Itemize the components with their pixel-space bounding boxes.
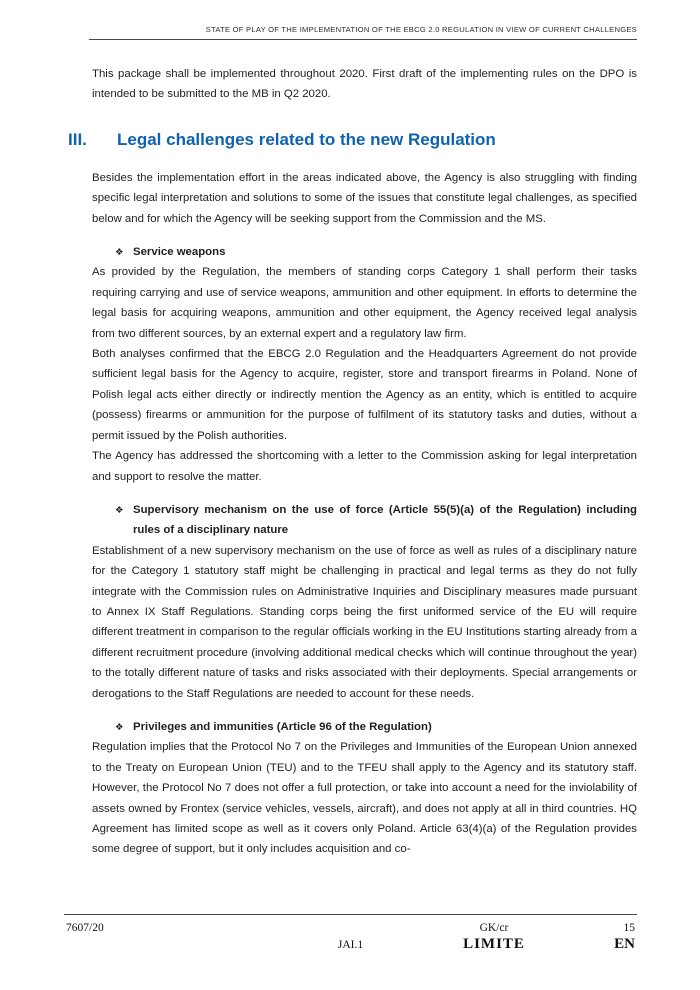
- page-footer: [64, 914, 637, 976]
- diamond-bullet-icon: ❖: [115, 504, 124, 516]
- drafter-initials: GK/cr: [479, 922, 509, 934]
- document-body: [64, 40, 637, 912]
- bullet-title: [64, 500, 637, 541]
- bullet-section-service-weapons: [64, 242, 637, 487]
- unit-reference: JAI.1: [337, 939, 364, 951]
- bullet-section-supervisory-mechanism: [64, 500, 637, 704]
- running-header-title: STATE OF PLAY OF THE IMPLEMENTATION OF THE EBCG 2.0 REGULATION IN VIEW OF CURRENT CHALLENGES: [205, 25, 637, 34]
- diamond-bullet-icon: ❖: [115, 721, 124, 733]
- section-title: Legal challenges related to the new Regulation: [117, 129, 496, 149]
- bullet-title: [64, 717, 637, 737]
- paragraph: As provided by the Regulation, the members of standing corps Category 1 shall perform their tasks requiring carrying and use of service weapons, ammunition and other equipment. In efforts to determine the legal basis for acquiring weapons, ammunition and other equipment, the Agency received legal analysis from two different sources, by an external expert and a regulatory law firm.: [92, 266, 637, 340]
- diamond-bullet-icon: ❖: [115, 247, 124, 259]
- footer-center-block: [434, 922, 554, 953]
- section-lead-paragraph: Besides the implementation effort in the areas indicated above, the Agency is also struggling with finding specific legal interpretation and solutions to some of the issues that constitute legal challenges, as specified below and for which the Agency will be seeking support from the Commission and the MS.: [92, 171, 637, 225]
- bullet-title-text: Service weapons: [133, 246, 226, 259]
- bullet-title: [64, 242, 637, 262]
- page-number: 15: [623, 922, 635, 934]
- section-heading: [68, 128, 637, 152]
- classification-marking: LIMITE: [463, 936, 525, 952]
- footer-right-block: [614, 922, 635, 953]
- document-number: 7607/20: [66, 922, 104, 934]
- paragraph: Both analyses confirmed that the EBCG 2.0 Regulation and the Headquarters Agreement do not provide sufficient legal basis for the Agency to acquire, register, store and transport firearms in Poland. None of Polish legal acts either directly or indirectly mention the Agency as an entity, which is entitled to acquire (possess) firearms or ammunition for the purpose of fulfilment of its statutory tasks and duties, without a permit issued by the Polish authorities.: [92, 348, 637, 442]
- bullet-section-privileges-immunities: [64, 717, 637, 860]
- language-code: EN: [614, 936, 635, 952]
- bullet-title-text: Privileges and immunities (Article 96 of the Regulation): [133, 720, 432, 733]
- section-number: III.: [68, 129, 87, 149]
- page-header: [89, 0, 637, 40]
- paragraph: The Agency has addressed the shortcoming with a letter to the Commission asking for legal interpretation and support to resolve the matter.: [92, 450, 637, 483]
- intro-paragraph: This package shall be implemented throughout 2020. First draft of the implementing rules on the DPO is intended to be submitted to the MB in Q2 2020.: [92, 68, 637, 101]
- paragraph: Establishment of a new supervisory mechanism on the use of force as well as rules of a disciplinary nature for the Category 1 statutory staff might be challenging in practical and legal terms as they do not fully integrate with the Commission rules on Administrative Inquiries and Disciplinary measures made pursuant to Annex IX Staff Regulations. Standing corps being the first uniformed service of the EU will require different treatment in comparison to the regular officials working in the EU Institutions starting already from a different recruitment procedure (involving additional medical checks which will continue throughout the year) to the totally different nature of tasks and risks associated with their deployments. Special arrangements or derogations to the Staff Regulations are needed to account for these needs.: [92, 544, 637, 700]
- paragraph: Regulation implies that the Protocol No 7 on the Privileges and Immunities of the European Union annexed to the Treaty on European Union (TEU) and to the TFEU shall apply to the Agency and its statutory staff. However, the Protocol No 7 does not offer a full protection, or take into account a need for the inviolability of assets owned by Frontex (service vehicles, vessels, aircraft), and does not apply at all in third countries. HQ Agreement has limited scope as well as it covers only Poland. Article 63(4)(a) of the Regulation provides some degree of support, but it only includes acquisition and co-: [92, 741, 637, 856]
- bullet-title-text: Supervisory mechanism on the use of force (Article 55(5)(a) of the Regulation) including rules of a disciplinary nature: [133, 503, 637, 537]
